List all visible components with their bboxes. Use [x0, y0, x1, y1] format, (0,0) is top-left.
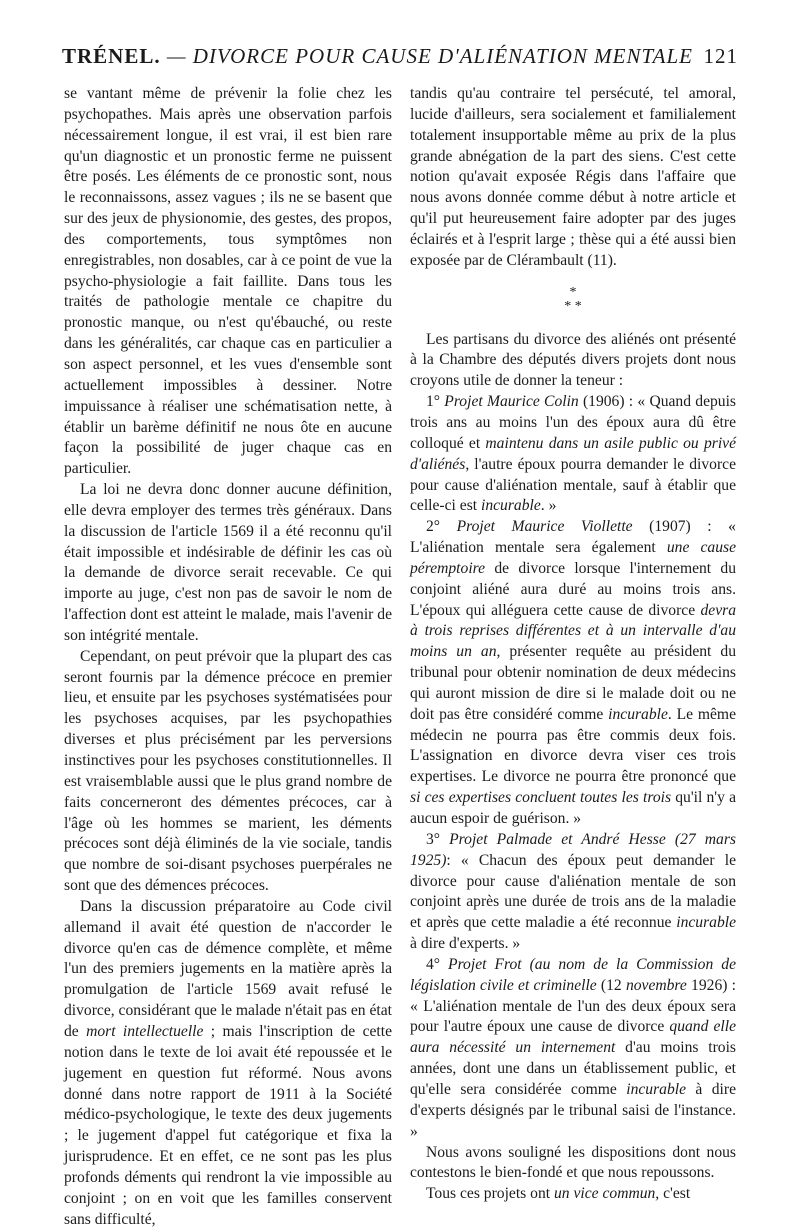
- project-viollette-emphasis-4: si ces expertises concluent toutes les trois: [410, 789, 672, 807]
- right-p8-text-a: Tous ces projets ont: [426, 1185, 554, 1203]
- project-viollette-text-a: (1907) : « L'aliénation mentale sera également: [410, 518, 736, 557]
- project-colin-name: Projet Maurice Colin: [444, 393, 579, 411]
- left-paragraph-4: [64, 897, 392, 1230]
- left-p4-emphasis: mort intellectuelle: [86, 1022, 204, 1040]
- project-frot-text-b: 1926) : « L'aliénation mentale de l'un des deux époux sera pour l'autre époux une cause de divorce: [410, 976, 736, 1036]
- project-colin-number: 1°: [426, 393, 445, 411]
- project-palmade-text-b: à dire d'experts. »: [410, 935, 521, 953]
- project-palmade-hesse: [410, 830, 736, 955]
- project-frot-text-a: (12: [596, 976, 626, 994]
- project-colin-emphasis-2: incurable: [481, 497, 541, 515]
- project-frot: [410, 955, 736, 1143]
- project-viollette-text-c: , présenter requête au président du tribunal pour obtenir nomination de deux médecins qui auront mission de dire si le malade doit ou ne doit pas être considéré comme: [410, 643, 737, 723]
- project-viollette: [410, 517, 736, 830]
- project-viollette-emphasis: une cause péremptoire: [410, 539, 737, 577]
- project-colin-text-a: (1906) : « Quand depuis trois ans au moins l'un des époux aura dû être colloqué et: [410, 393, 736, 452]
- project-palmade-emphasis: incurable: [676, 914, 736, 932]
- project-colin-text-b: , l'autre époux pourra demander le divorce pour cause d'aliénation mentale, sauf à établir que celle-ci est: [410, 455, 736, 515]
- left-p4-text-a: Dans la discussion préparatoire au Code civil allemand il avait été question de n'accorder le divorce qu'en cas de démence complète, et même l'un des premiers jugements en la matière après la promulgation de l'article 1569 avait refusé le divorce, considérant que le malade n'était pas en état de: [64, 897, 392, 1040]
- project-frot-text-c: d'au moins trois années, dont une dans un établissement public, et qu'elle sera considérée comme: [410, 1039, 736, 1098]
- asterism-top: *: [569, 284, 577, 300]
- left-paragraph-1: se vantant même de prévenir la folie chez les psychopathes. Mais après une observation parfois nécessairement longue, il est vrai, il est bien rare qu'un diagnostic et un pronostic ferme ne puissent être posés. Les éléments de ce pronostic sont, nous le reconnaissons, assez vagues ; ils ne se basent que sur des jeux de physionomie, des gestes, des propos, des comportements, tous symptômes non enregistrables, non dosables, car à ce point de vue la psycho-physiologie a fait faillite. Dans tous les traités de pathologie mentale ce chapitre du pronostic manque, ou n'est qu'ébauché, ou reste dans les généralités, car chaque cas en particulier a son aspect personnel, et les vues d'ensemble sont actuellement impossibles à dessiner. Notre impuissance à réaliser une schématisation nette, à établir un barème définitif ne nous ôte en aucune façon la possibilité de juger chaque cas en particulier.: [64, 85, 392, 478]
- right-paragraph-1: tandis qu'au contraire tel persécuté, tel amoral, lucide d'ailleurs, sera socialement et familialement totalement insupportable même au prix de la plus grande abnégation de la part des siens. C'est cette notion qu'avait exposée Régis dans l'affaire que nous avons donnée comme début à notre article et qu'il put heureusement faire adopter par des juges éclairés et à l'esprit large ; thèse qui a été aussi bien exposée par de Clérambault (11).: [410, 85, 736, 269]
- right-paragraph-7: Nous avons souligné les dispositions dont nous contestons le bien-fondé et que nous repoussons.: [410, 1143, 736, 1182]
- right-paragraph-8: [410, 1184, 736, 1205]
- right-p8-text-b: c'est: [659, 1185, 691, 1203]
- left-column: [64, 84, 392, 1230]
- project-palmade-name: Projet Palmade et André Hesse (27 mars 1925): [410, 830, 736, 869]
- project-colin: [410, 392, 736, 517]
- page-number: 121: [703, 44, 738, 68]
- project-viollette-name: Projet Maurice Viollette: [456, 518, 633, 536]
- project-frot-emphasis-2: incurable: [626, 1080, 686, 1098]
- right-p8-emphasis: un vice commun,: [553, 1185, 660, 1203]
- project-viollette-emphasis-2: devra à trois reprises différentes et à un intervalle d'au moins un an: [410, 601, 736, 661]
- project-viollette-text-b: de divorce lorsque l'internement du conjoint aliéné aura duré au moins trois ans. L'époux qui alléguera cette cause de divorce: [410, 559, 736, 619]
- right-column: [410, 84, 736, 1205]
- project-frot-emphasis: quand elle aura nécessité un internement: [410, 1018, 736, 1057]
- project-colin-text-c: . »: [540, 497, 557, 515]
- asterism-bottom: * *: [564, 298, 582, 314]
- right-paragraph-2: Les partisans du divorce des aliénés ont présenté à la Chambre des députés divers projets dont nous croyons utile de donner la teneur :: [410, 330, 736, 390]
- project-viollette-number: 2°: [426, 518, 457, 536]
- project-palmade-text-a: : « Chacun des époux peut demander le divorce pour cause d'aliénation mentale de son conjoint après une durée de trois ans de la maladie et après que cette maladie a été reconnue: [410, 851, 736, 932]
- project-viollette-text-e: qu'il n'y a aucun espoir de guérison. »: [410, 789, 736, 827]
- project-frot-number: 4°: [426, 955, 449, 973]
- project-frot-name: Projet Frot (au nom de la Commission de législation civile et criminelle: [410, 955, 736, 994]
- left-paragraph-3: Cependant, on peut prévoir que la plupart des cas seront fournis par la démence précoce en premier lieu, et ensuite par les psychoses systématisées pour les psychoses acquises, par les psychopathies diverses et plus précisément par les perversions instinctives pour les psychoses constitutionnelles. Il est vraisemblable aussi que le plus grand nombre de faits concerneront des démentes précoces, car à l'âge où les hommes se marient, les déments précoces sont déjà éliminés de la vie sociale, tandis que nombre de soi-disant psychoses puerpérales ne sont que des démences précoces.: [64, 647, 392, 895]
- project-frot-text-d: à dire d'experts désignés par le tribunal saisi de l'instance. »: [410, 1080, 736, 1140]
- project-viollette-emphasis-3: incurable: [608, 705, 668, 723]
- project-frot-date-month: novembre: [625, 976, 687, 994]
- project-palmade-number: 3°: [426, 830, 450, 848]
- running-head: [62, 44, 742, 74]
- left-paragraph-2: La loi ne devra donc donner aucune définition, elle devra employer des termes très généraux. Dans la discussion de l'article 1569 il a été reconnu qu'il était impossible et indésirable de définir les cas où la demande de divorce serait recevable. Ce qui importe au juge, c'est non pas de savoir le nom de l'affection dont est atteint le malade, mais l'avenir de son intégrité mentale.: [64, 481, 392, 644]
- header-title: — DIVORCE POUR CAUSE D'ALIÉNATION MENTALE: [166, 44, 693, 68]
- left-p4-text-b: ; mais l'inscription de cette notion dans le texte de loi avait été repoussée et le jugement en question fut réformé. Nous avons donné dans notre rapport de 1911 à la Société médico-psychologique, le texte des deux jugements ; le jugement d'appel fut catégorique et fixa la jurisprudence. Et en effet, ce ne sont pas les plus profonds déments qui rendront la vie impossible au conjoint ; on en voit que les familles conservent sans difficulté,: [64, 1022, 393, 1228]
- project-viollette-text-d: . Le même médecin ne pourra pas être commis deux fois. L'assignation en divorce devra viser ces trois expertises. Le divorce ne pourra être prononcé que: [410, 705, 736, 786]
- header-author: TRÉNEL.: [62, 44, 161, 68]
- asterism-separator: [410, 286, 736, 314]
- project-colin-emphasis: maintenu dans un asile public ou privé d'aliénés: [410, 434, 736, 473]
